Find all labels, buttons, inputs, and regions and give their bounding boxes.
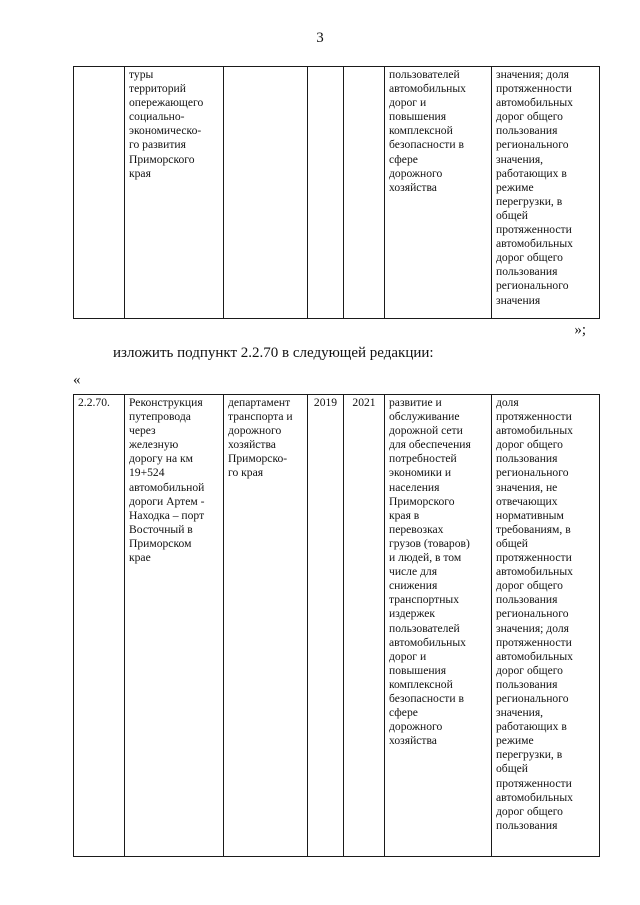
cell-start-year: 2019: [308, 395, 344, 857]
page-number: 3: [316, 30, 324, 46]
cell-expected-result: развитие и обслуживание дорожной сети для обеспечения потребностей экономики и населения Приморского края в перевозках грузов (товаров) и людей, в том числе для снижения транспортных издержек пользователей автомобильных дорог и повышения комплексной безопасности в сфере дорожного хозяйства: [385, 395, 492, 857]
table-new-edition: [73, 394, 600, 857]
cell-executor: департамент транспорта и дорожного хозяйства Приморско- го края: [224, 395, 308, 857]
cell-number: [74, 67, 125, 319]
cell-start-year: [308, 67, 344, 319]
table-row: [74, 67, 600, 319]
instruction-text: изложить подпункт 2.2.70 в следующей редакции:: [113, 345, 434, 361]
cell-expected-result: пользователей автомобильных дорог и повышения комплексной безопасности в сфере дорожного хозяйства: [385, 67, 492, 319]
table-continuation: [73, 66, 600, 319]
cell-executor: [224, 67, 308, 319]
cell-event-name: туры территорий опережающего социально- экономическо- го развития Приморского края: [125, 67, 224, 319]
closing-quote: »;: [574, 322, 586, 338]
cell-end-year: 2021: [344, 395, 385, 857]
cell-event-name: Реконструкция путепровода через железную дорогу на км 19+524 автомобильной дороги Артем - Находка – порт Восточный в Приморском крае: [125, 395, 224, 857]
table-row: [74, 395, 600, 857]
cell-indicator: доля протяженности автомобильных дорог общего пользования регионального значения, не отвечающих нормативным требованиям, в общей протяженности автомобильных дорог общего пользования регионального значения; доля протяженности автомобильных дорог общего пользования регионального значения, работающих в режиме перегрузки, в общей протяженности автомобильных дорог общего пользования: [492, 395, 600, 857]
cell-end-year: [344, 67, 385, 319]
opening-quote: «: [73, 372, 81, 388]
cell-indicator: значения; доля протяженности автомобильных дорог общего пользования регионального значения, работающих в режиме перегрузки, в общей протяженности автомобильных дорог общего пользования регионального значения: [492, 67, 600, 319]
cell-number: 2.2.70.: [74, 395, 125, 857]
